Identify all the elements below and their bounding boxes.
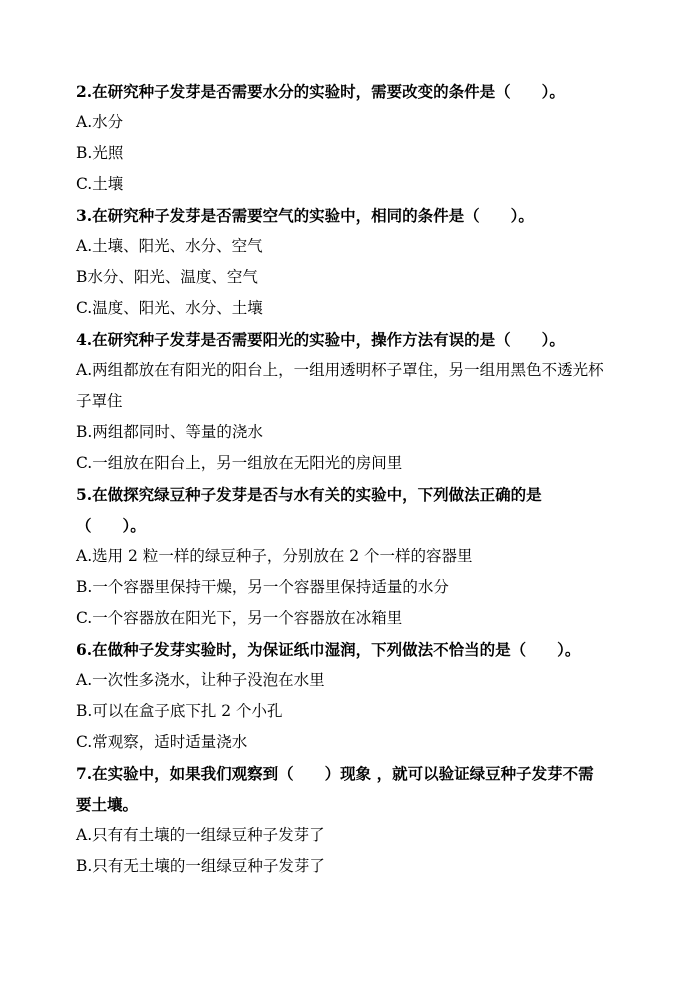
question-7-option-b: B.只有无土壤的一组绿豆种子发芽了 <box>76 857 325 875</box>
question-4-option-b: B.两组都同时、等量的浇水 <box>76 423 263 441</box>
question-4-stem: 4.在研究种子发芽是否需要阳光的实验中，操作方法有误的是（ ）。 <box>76 330 565 349</box>
question-2-option-b: B.光照 <box>76 144 124 162</box>
question-6-option-c: C.常观察，适时适量浇水 <box>76 733 248 751</box>
question-4-option-a: A.两组都放在有阳光的阳台上，一组用透明杯子罩住，另一组用黑色不透光杯 <box>76 361 604 379</box>
question-2-option-c: C.土壤 <box>76 175 124 193</box>
question-6-option-b: B.可以在盒子底下扎 2 个小孔 <box>76 702 283 720</box>
question-3-option-a: A.土壤、阳光、水分、空气 <box>76 237 263 255</box>
question-5-option-a: A.选用 2 粒一样的绿豆种子，分别放在 2 个一样的容器里 <box>76 547 473 565</box>
question-5-option-c: C.一个容器放在阳光下，另一个容器放在冰箱里 <box>76 609 403 627</box>
question-7-stem-cont: 要土壤。 <box>76 795 139 814</box>
question-3-option-c: C.温度、阳光、水分、土壤 <box>76 299 263 317</box>
question-7-option-a: A.只有有土壤的一组绿豆种子发芽了 <box>76 826 325 844</box>
question-list <box>76 76 624 882</box>
question-2-stem: 2.在研究种子发芽是否需要水分的实验时，需要改变的条件是（ ）。 <box>76 82 565 101</box>
question-7-stem: 7.在实验中，如果我们观察到（ ）现象 ，就可以验证绿豆种子发芽不需 <box>76 764 594 783</box>
question-2-option-a: A.水分 <box>76 113 124 131</box>
question-4-option-a-cont: 子罩住 <box>76 392 123 410</box>
question-5-stem-cont: （ ）。 <box>76 516 146 535</box>
question-3-stem: 3.在研究种子发芽是否需要空气的实验中，相同的条件是（ ）。 <box>76 206 534 225</box>
question-4-option-c: C.一组放在阳台上，另一组放在无阳光的房间里 <box>76 454 403 472</box>
question-6-stem: 6.在做种子发芽实验时，为保证纸巾湿润，下列做法不恰当的是（ ）。 <box>76 640 581 659</box>
question-6-option-a: A.一次性多浇水，让种子没泡在水里 <box>76 671 325 689</box>
question-5-option-b: B.一个容器里保持干燥，另一个容器里保持适量的水分 <box>76 578 449 596</box>
question-3-option-b: B水分、阳光、温度、空气 <box>76 268 258 286</box>
question-5-stem: 5.在做探究绿豆种子发芽是否与水有关的实验中，下列做法正确的是 <box>76 485 542 504</box>
